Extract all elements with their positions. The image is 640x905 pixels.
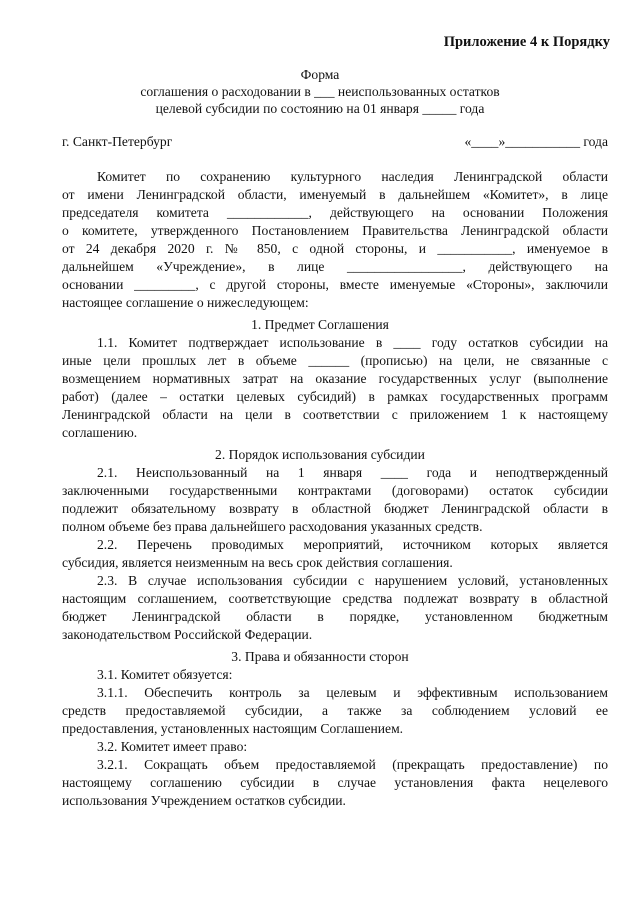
paragraph-line: полном объеме без права дальнейшего расходования указанных средств. [62, 519, 483, 534]
paragraph-line: бюджет Ленинградской области в порядке, установленном бюджетным [62, 609, 608, 624]
paragraph-line: возмещением нормативных затрат на оказание государственных услуг (выполнение [62, 371, 608, 386]
intro-line: от имени Ленинградской области, именуемый в дальнейшем «Комитет», в лице [62, 187, 608, 202]
paragraph-line: 3.2. Комитет имеет право: [97, 739, 248, 754]
date-label: «____»___________ года [464, 134, 608, 149]
paragraph-line: иные цели прошлых лет в объеме ______ (прописью) на цели, не связанные с [62, 353, 608, 368]
paragraph-line: 3.1. Комитет обязуется: [97, 667, 233, 682]
intro-line: основании _________, с другой стороны, вместе именуемые «Стороны», заключили [62, 277, 608, 292]
section-heading: 1. Предмет Соглашения [251, 317, 389, 332]
paragraph-line: настоящим соглашением, соответствующие средства подлежат возврату в областной [62, 591, 608, 606]
intro-line: дальнейшем «Учреждение», в лице _________________, действующего на [62, 259, 608, 274]
paragraph-line: Ленинградской области на цели в соответствии с приложением 1 к настоящему [62, 407, 608, 422]
paragraph-line: подлежит обязательному возврату в областной бюджет Ленинградской области в [62, 501, 608, 516]
form-subtitle-line: целевой субсидии по состоянию на 01 января _____ года [155, 101, 485, 116]
paragraph-line: работ) (далее – остатки целевых субсидий) в рамках государственных программ [62, 389, 608, 404]
paragraph-line: 2.2. Перечень проводимых мероприятий, источником которых является [97, 537, 608, 552]
intro-line: председателя комитета ____________, действующего на основании Положения [62, 205, 608, 220]
paragraph-line: законодательством Российской Федерации. [62, 627, 313, 642]
section-heading: 3. Права и обязанности сторон [231, 649, 409, 664]
paragraph-line: предоставления, установленных настоящим Соглашением. [62, 721, 404, 736]
section-heading: 2. Порядок использования субсидии [215, 447, 425, 462]
paragraph-line: заключенными государственными контрактами (договорами) остаток субсидии [62, 483, 608, 498]
paragraph-line: 3.2.1. Сокращать объем предоставляемой (прекращать предоставление) по [97, 757, 608, 772]
paragraph-line: субсидия, является неизменным на весь срок действия соглашения. [62, 555, 453, 570]
paragraph-line: соглашению. [62, 425, 138, 440]
intro-line: от 24 декабря 2020 г. № 850, с одной стороны, и ___________, именуемое в [62, 241, 608, 256]
intro-line: о комитете, утвержденного Постановлением Правительства Ленинградской области [62, 223, 608, 238]
paragraph-line: настоящему соглашению субсидии в случае установления факта нецелевого [62, 775, 608, 790]
form-title: Форма [300, 67, 340, 82]
appendix-label: Приложение 4 к Порядку [443, 34, 610, 50]
city-label: г. Санкт-Петербург [62, 134, 173, 149]
paragraph-line: использования Учреждением остатков субсидии. [62, 793, 346, 808]
paragraph-line: 1.1. Комитет подтверждает использование в ____ году остатков субсидии на [97, 335, 608, 350]
paragraph-line: 2.1. Неиспользованный на 1 января ____ года и неподтвержденный [97, 465, 608, 480]
paragraph-line: 2.3. В случае использования субсидии с нарушением условий, установленных [97, 573, 608, 588]
intro-line: Комитет по сохранению культурного наследия Ленинградской области [97, 169, 608, 184]
paragraph-line: средств предоставляемой субсидии, а также за соблюдением условий ее [62, 703, 608, 718]
form-subtitle-line: соглашения о расходовании в ___ неиспользованных остатков [140, 84, 500, 99]
paragraph-line: 3.1.1. Обеспечить контроль за целевым и эффективным использованием [97, 685, 608, 700]
intro-line: настоящее соглашение о нижеследующем: [62, 295, 309, 310]
